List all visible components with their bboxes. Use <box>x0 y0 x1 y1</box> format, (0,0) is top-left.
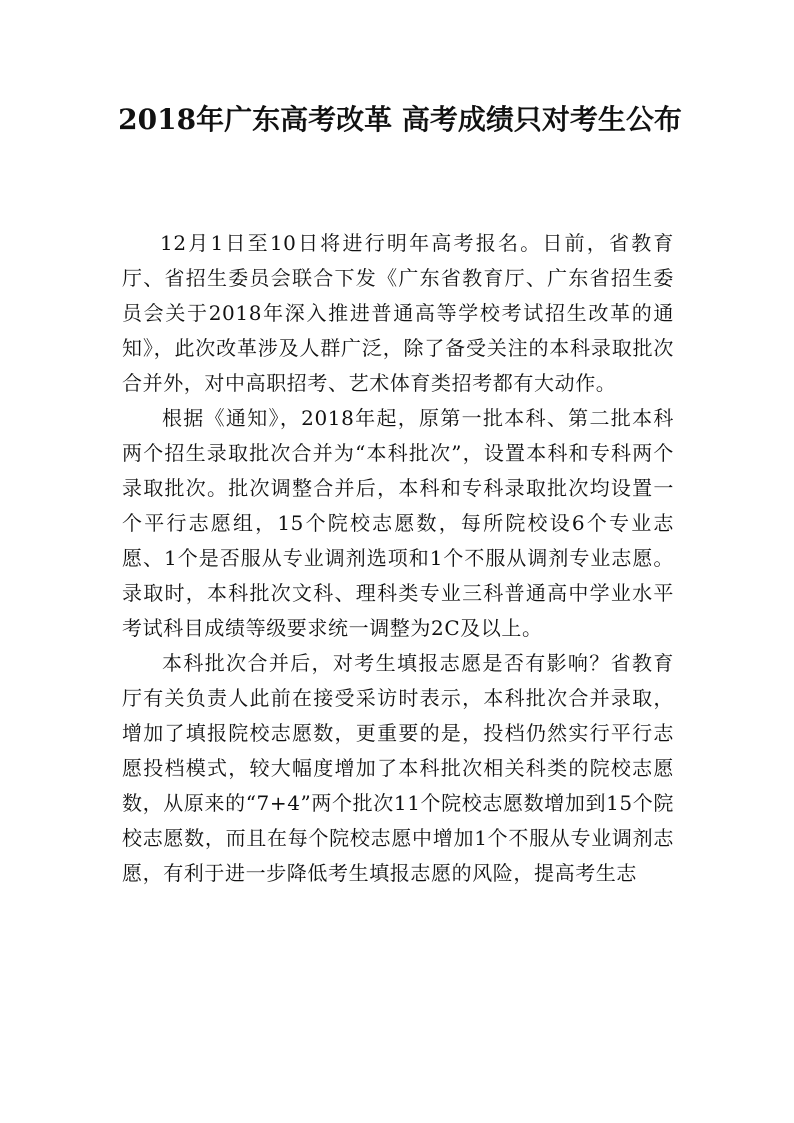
paragraph-1: 12月1日至10日将进行明年高考报名。日前，省教育厅、省招生委员会联合下发《广东省教育厅、广东省招生委员会关于2018年深入推进普通高等学校考试招生改革的通知》，此次改革涉及人群广泛，除了备受关注的本科录取批次合并外，对中高职招考、艺术体育类招考都有大动作。 <box>122 231 674 395</box>
paragraph-3: 本科批次合并后，对考生填报志愿是否有影响？省教育厅有关负责人此前在接受采访时表示，本科批次合并录取，增加了填报院校志愿数，更重要的是，投档仍然实行平行志愿投档模式，较大幅度增加了本科批次相关科类的院校志愿数，从原来的“7+4”两个批次11个院校志愿数增加到15个院校志愿数，而且在每个院校志愿中增加1个不服从专业调剂志愿，有利于进一步降低考生填报志愿的风险，提高考生志 <box>122 651 674 885</box>
document-title: 2018年广东高考改革 高考成绩只对考生公布 <box>118 103 682 136</box>
document-body <box>122 226 674 891</box>
paragraph-2: 根据《通知》，2018年起，原第一批本科、第二批本科两个招生录取批次合并为“本科批次”，设置本科和专科两个录取批次。批次调整合并后，本科和专科录取批次均设置一个平行志愿组，15个院校志愿数，每所院校设6个专业志愿、1个是否服从专业调剂选项和1个不服从调剂专业志愿。录取时，本科批次文科、理科类专业三科普通高中学业水平考试科目成绩等级要求统一调整为2C及以上。 <box>122 406 674 640</box>
